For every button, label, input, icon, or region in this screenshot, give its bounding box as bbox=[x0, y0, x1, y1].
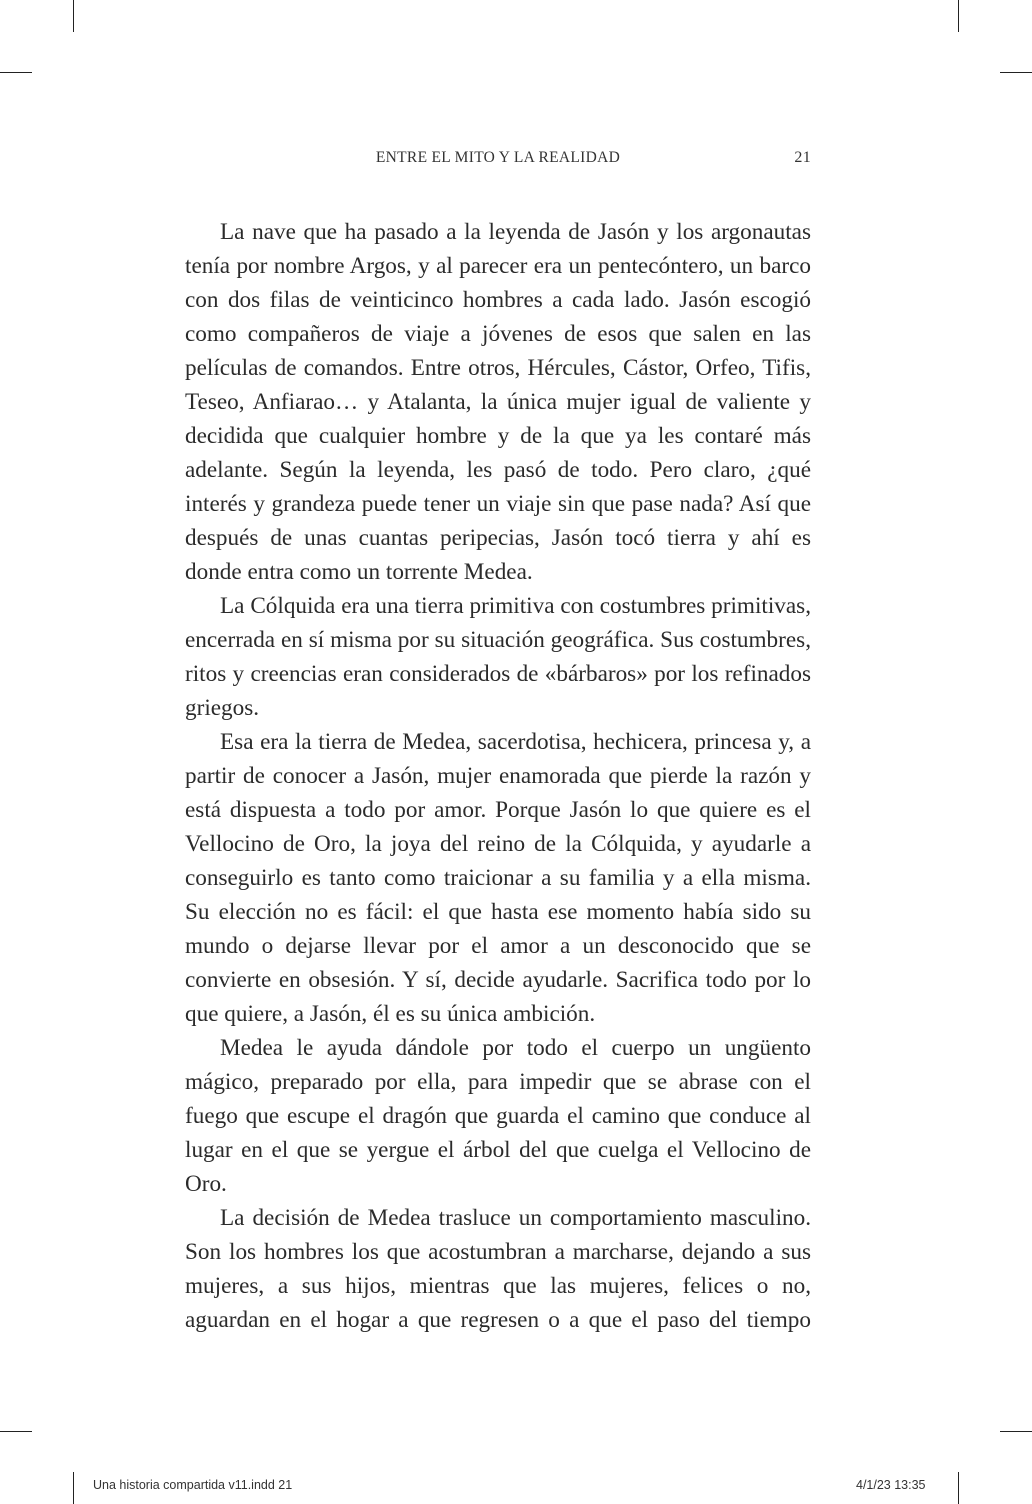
slug-date-time: 4/1/23 13:35 bbox=[856, 1478, 926, 1492]
crop-mark-top-left bbox=[73, 0, 74, 32]
crop-mark-right-bottom bbox=[1000, 1431, 1032, 1432]
page-number: 21 bbox=[794, 149, 811, 166]
running-head bbox=[185, 149, 811, 173]
crop-mark-left-top bbox=[0, 72, 32, 73]
paragraph: La Cólquida era una tierra primitiva con costumbres primitivas, encerrada en sí misma por su situación geográfica. Sus costumbres, ritos y creencias eran considerados de «bárbaros» por los refinados griegos. bbox=[185, 593, 811, 721]
paragraph: Medea le ayuda dándole por todo el cuerpo un ungüento mágico, preparado por ella, para impedir que se abrase con el fuego que escupe el dragón que guarda el camino que conduce al lugar en el que se yergue el árbol del que cuelga el Vellocino de Oro. bbox=[185, 1035, 811, 1197]
crop-mark-left-bottom bbox=[0, 1431, 32, 1432]
running-title: ENTRE EL MITO Y LA REALIDAD bbox=[375, 149, 621, 166]
slug-file-info: Una historia compartida v11.indd 21 bbox=[93, 1478, 293, 1492]
crop-mark-right-top bbox=[1000, 72, 1032, 73]
crop-mark-bottom-right bbox=[958, 1472, 959, 1504]
paragraph: La decisión de Medea trasluce un comportamiento masculino. Son los hombres los que acostumbran a marcharse, dejando a sus mujeres, a sus hijos, mientras que las mujeres, felices o no, aguardan en el hogar a que regresen o a que el paso del tiempo bbox=[185, 1205, 811, 1333]
body-text bbox=[185, 215, 811, 1337]
crop-mark-bottom-left bbox=[73, 1472, 74, 1504]
paragraph: La nave que ha pasado a la leyenda de Jasón y los argonautas tenía por nombre Argos, y al parecer era un pentecóntero, un barco con dos filas de veinticinco hombres a cada lado. Jasón escogió como compañeros de viaje a jóvenes de esos que salen en las películas de comandos. Entre otros, Hércules, Cástor, Orfeo, Tifis, Teseo, Anfiarao… y Atalanta, la única mujer igual de valiente y decidida que cualquier hombre y de la que ya les contaré más adelante. Según la leyenda, les pasó de todo. Pero claro, ¿qué interés y grandeza puede tener un viaje sin que pase nada? Así que después de unas cuantas peripecias, Jasón tocó tierra y ahí es donde entra como un torrente Medea. bbox=[185, 219, 811, 585]
paragraph: Esa era la tierra de Medea, sacerdotisa, hechicera, princesa y, a partir de conocer a Jasón, mujer enamorada que pierde la razón y está dispuesta a todo por amor. Porque Jasón lo que quiere es el Vellocino de Oro, la joya del reino de la Cólquida, y ayudarle a conseguirlo es tanto como traicionar a su familia y a ella misma. Su elección no es fácil: el que hasta ese momento había sido su mundo o dejarse llevar por el amor a un desconocido que se convierte en obsesión. Y sí, decide ayudarle. Sacrifica todo por lo que quiere, a Jasón, él es su única ambición. bbox=[185, 729, 811, 1027]
crop-mark-top-right bbox=[958, 0, 959, 32]
